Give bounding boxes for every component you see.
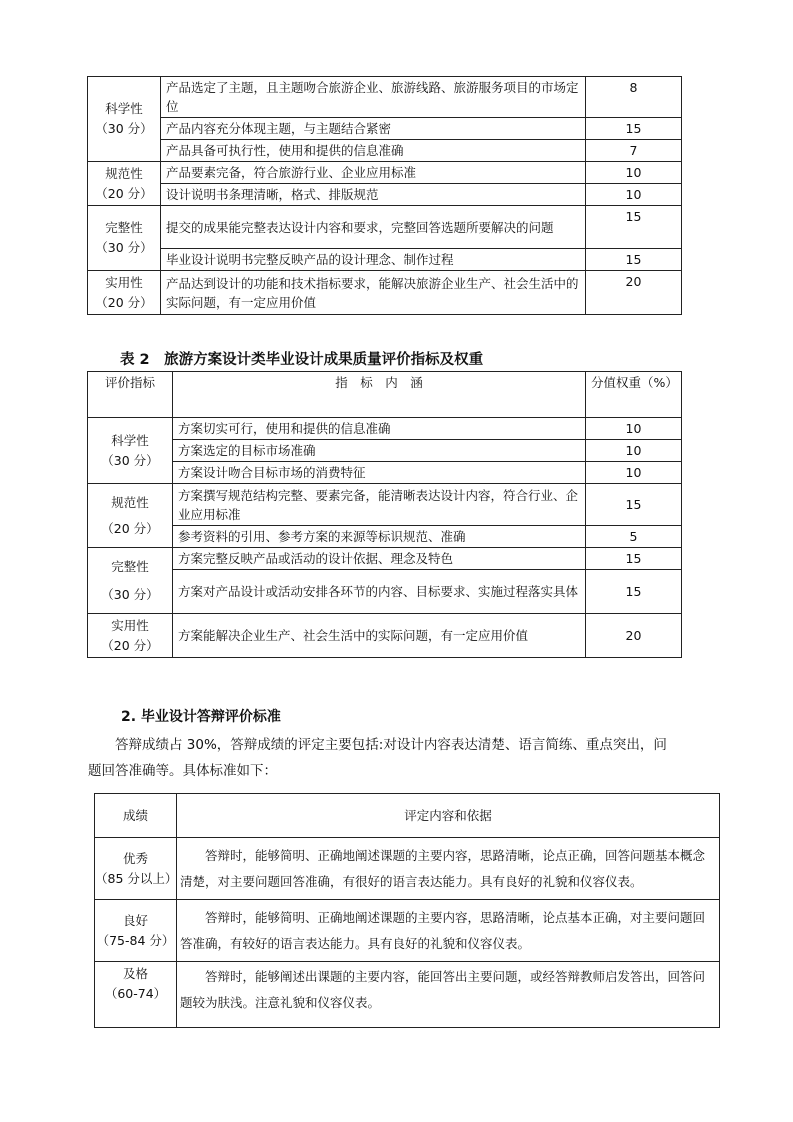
table-header-row — [95, 794, 720, 838]
content-cell: 产品选定了主题，且主题吻合旅游企业、旅游线路、旅游服务项目的市场定位 — [161, 77, 586, 118]
weight-cell: 15 — [586, 548, 682, 570]
section-heading: 2. 毕业设计答辩评价标准 — [121, 709, 281, 725]
header-cell: 成绩 — [95, 794, 177, 838]
indicator-cell: 科学性 （30 分） — [88, 77, 161, 162]
product-design-evaluation-table — [87, 76, 682, 315]
weight-cell: 10 — [586, 462, 682, 484]
content-cell: 方案选定的目标市场准确 — [173, 440, 586, 462]
weight-cell: 8 — [586, 77, 682, 118]
content-cell: 产品内容充分体现主题，与主题结合紧密 — [161, 118, 586, 140]
indicator-cell: 规范性 （20 分） — [88, 484, 173, 548]
table-row — [88, 462, 682, 484]
weight-cell: 10 — [586, 162, 682, 184]
content-cell: 方案撰写规范结构完整、要素完备，能清晰表达设计内容，符合行业、企业应用标准 — [173, 484, 586, 526]
table-caption: 表 2 旅游方案设计类毕业设计成果质量评价指标及权重 — [120, 352, 484, 368]
table-row — [88, 118, 682, 140]
weight-cell: 20 — [586, 614, 682, 658]
criteria-cell: 答辩时，能够阐述出课题的主要内容，能回答出主要问题，或经答辩教师启发答出，回答问题较为肤浅。注意礼貌和仪容仪表。 — [177, 962, 720, 1028]
table-row — [88, 184, 682, 206]
weight-cell: 20 — [586, 271, 682, 315]
weight-cell: 5 — [586, 526, 682, 548]
tourism-plan-evaluation-table — [87, 371, 682, 658]
indicator-cell: 完整性 （30 分） — [88, 548, 173, 614]
table-row — [88, 140, 682, 162]
grade-cell: 良好 （75-84 分） — [95, 900, 177, 962]
table-row — [88, 249, 682, 271]
table-header-row — [88, 372, 682, 418]
content-cell: 设计说明书条理清晰，格式、排版规范 — [161, 184, 586, 206]
table-row — [88, 162, 682, 184]
content-cell: 产品具备可执行性，使用和提供的信息准确 — [161, 140, 586, 162]
weight-cell: 10 — [586, 418, 682, 440]
table-row — [88, 526, 682, 548]
content-cell: 方案能解决企业生产、社会生活中的实际问题，有一定应用价值 — [173, 614, 586, 658]
table-row — [88, 271, 682, 315]
indicator-cell: 规范性 （20 分） — [88, 162, 161, 206]
table-row — [88, 484, 682, 526]
grade-cell: 及格 （60-74） — [95, 962, 177, 1028]
criteria-cell: 答辩时，能够简明、正确地阐述课题的主要内容，思路清晰，论点基本正确，对主要问题回答准确，有较好的语言表达能力。具有良好的礼貌和仪容仪表。 — [177, 900, 720, 962]
weight-cell: 15 — [586, 570, 682, 614]
table-row — [88, 548, 682, 570]
content-cell: 方案设计吻合目标市场的消费特征 — [173, 462, 586, 484]
content-cell: 方案切实可行，使用和提供的信息准确 — [173, 418, 586, 440]
content-cell: 产品达到设计的功能和技术指标要求，能解决旅游企业生产、社会生活中的实际问题，有一定应用价值 — [161, 271, 586, 315]
weight-cell: 15 — [586, 484, 682, 526]
table-row — [88, 206, 682, 249]
content-cell: 毕业设计说明书完整反映产品的设计理念、制作过程 — [161, 249, 586, 271]
content-cell: 方案对产品设计或活动安排各环节的内容、目标要求、实施过程落实具体 — [173, 570, 586, 614]
weight-cell: 10 — [586, 184, 682, 206]
grade-cell: 优秀 （85 分以上） — [95, 838, 177, 900]
table-row — [88, 614, 682, 658]
criteria-cell: 答辩时，能够简明、正确地阐述课题的主要内容，思路清晰，论点正确，回答问题基本概念清楚，对主要问题回答准确，有很好的语言表达能力。具有良好的礼貌和仪容仪表。 — [177, 838, 720, 900]
indicator-cell: 科学性 （30 分） — [88, 418, 173, 484]
indicator-cell: 实用性 （20 分） — [88, 271, 161, 315]
content-cell: 产品要素完备，符合旅游行业、企业应用标准 — [161, 162, 586, 184]
weight-cell: 15 — [586, 206, 682, 249]
weight-cell: 7 — [586, 140, 682, 162]
header-cell: 指 标 内 涵 — [173, 372, 586, 418]
content-cell: 方案完整反映产品或活动的设计依据、理念及特色 — [173, 548, 586, 570]
header-cell: 分值权重（%） — [586, 372, 682, 418]
section-paragraph: 答辩成绩占 30%，答辩成绩的评定主要包括:对设计内容表达清楚、语言简练、重点突出，问题回答准确等。具体标准如下： — [88, 737, 667, 779]
header-cell: 评定内容和依据 — [177, 794, 720, 838]
table-row — [88, 570, 682, 614]
weight-cell: 15 — [586, 118, 682, 140]
weight-cell: 15 — [586, 249, 682, 271]
header-cell: 评价指标 — [88, 372, 173, 418]
weight-cell: 10 — [586, 440, 682, 462]
indicator-cell: 实用性 （20 分） — [88, 614, 173, 658]
defense-grading-table — [94, 793, 720, 1028]
content-cell: 提交的成果能完整表达设计内容和要求，完整回答选题所要解决的问题 — [161, 206, 586, 249]
indicator-cell: 完整性 （30 分） — [88, 206, 161, 271]
content-cell: 参考资料的引用、参考方案的来源等标识规范、准确 — [173, 526, 586, 548]
table-row — [88, 77, 682, 118]
table-row — [95, 900, 720, 962]
table-row — [88, 418, 682, 440]
table-row — [88, 440, 682, 462]
table-row — [95, 962, 720, 1028]
table-row — [95, 838, 720, 900]
